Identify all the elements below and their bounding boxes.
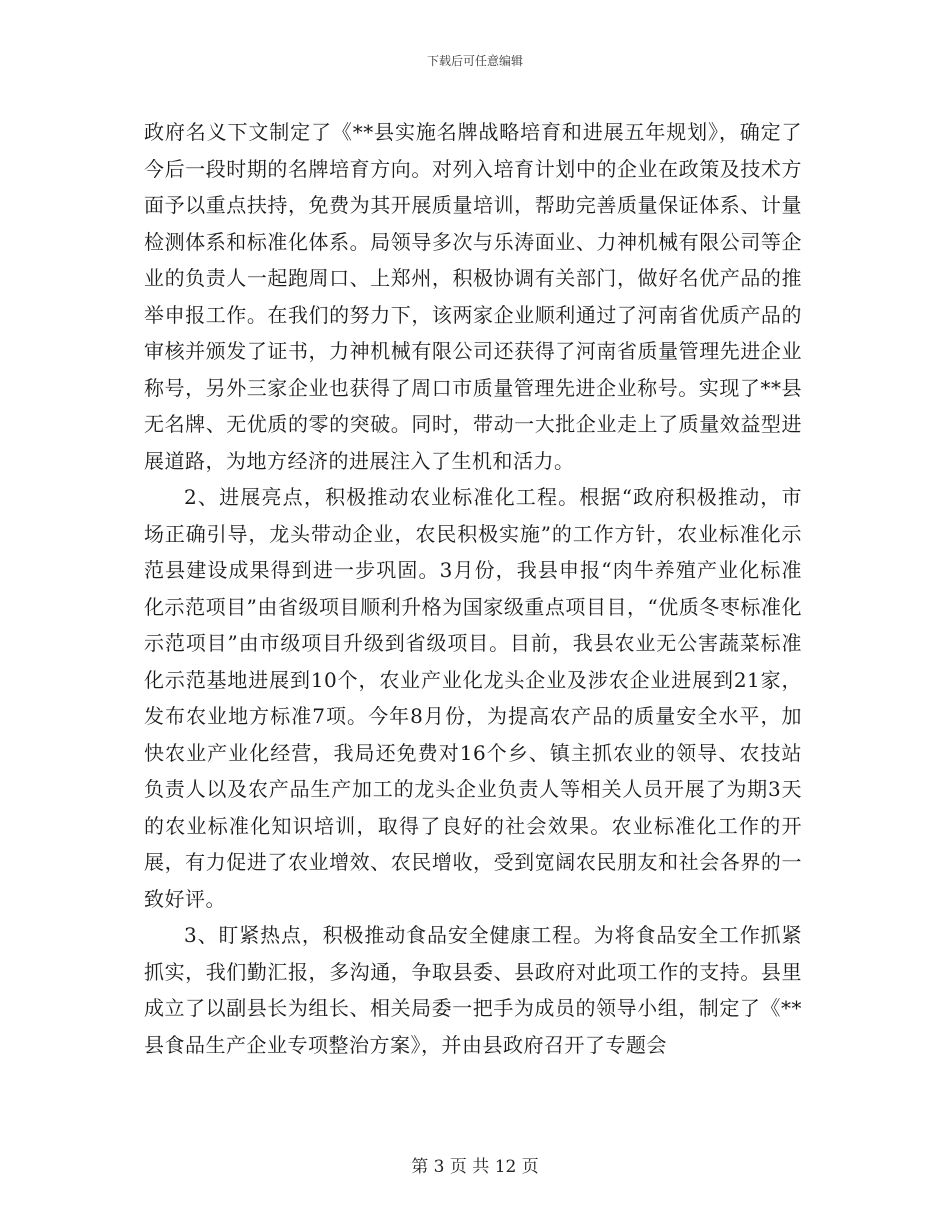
- page-header-note: 下载后可任意编辑: [426, 54, 523, 68]
- paragraph-agriculture-standardization: 2、进展亮点，积极推动农业标准化工程。根据“政府积极推动，市场正确引导，龙头带动企业，农民积极实施”的工作方针，农业标准化示范县建设成果得到进一步巩固。3月份，我县申报“肉牛养殖产业化标准化示范项目”由省级项目顺利升格为国家级重点项目目，“优质冬枣标准化示范项目”由市级项目升级到省级项目。目前，我县农业无公害蔬菜标准化示范基地进展到10个，农业产业化龙头企业及涉农企业进展到21家，发布农业地方标准7项。今年8月份，为提高农产品的质量安全水平，加快农业产业化经营，我局还免费对16个乡、镇主抓农业的领导、农技站负责人以及农产品生产加工的龙头企业负责人等相关人员开展了为期3天的农业标准化知识培训，取得了良好的社会效果。农业标准化工作的开展，有力促进了农业增效、农民增收，受到宽阔农民朋友和社会各界的一致好评。: [144, 485, 802, 911]
- paragraph-food-safety: 3、盯紧热点，积极推动食品安全健康工程。为将食品安全工作抓紧抓实，我们勤汇报，多沟通，争取县委、县政府对此项工作的支持。县里成立了以副县长为组长、相关局委一把手为成员的领导小组，制定了《**县食品生产企业专项整治方案》，并由县政府召开了专题会: [144, 923, 802, 1057]
- page-number: 第 3 页 共 12 页: [411, 1157, 539, 1177]
- paragraph-continuation: 政府名义下文制定了《**县实施名牌战略培育和进展五年规划》，确定了今后一段时期的名牌培育方向。对列入培育计划中的企业在政策及技术方面予以重点扶持，免费为其开展质量培训，帮助完善质量保证体系、计量检测体系和标准化体系。局领导多次与乐涛面业、力神机械有限公司等企业的负责人一起跑周口、上郑州，积极协调有关部门，做好名优产品的推举申报工作。在我们的努力下，该两家企业顺利通过了河南省优质产品的审核并颁发了证书，力神机械有限公司还获得了河南省质量管理先进企业称号，另外三家企业也获得了周口市质量管理先进企业称号。实现了**县无名牌、无优质的零的突破。同时，带动一大批企业走上了质量效益型进展道路，为地方经济的进展注入了生机和活力。: [144, 120, 802, 473]
- document-body: [144, 114, 802, 1063]
